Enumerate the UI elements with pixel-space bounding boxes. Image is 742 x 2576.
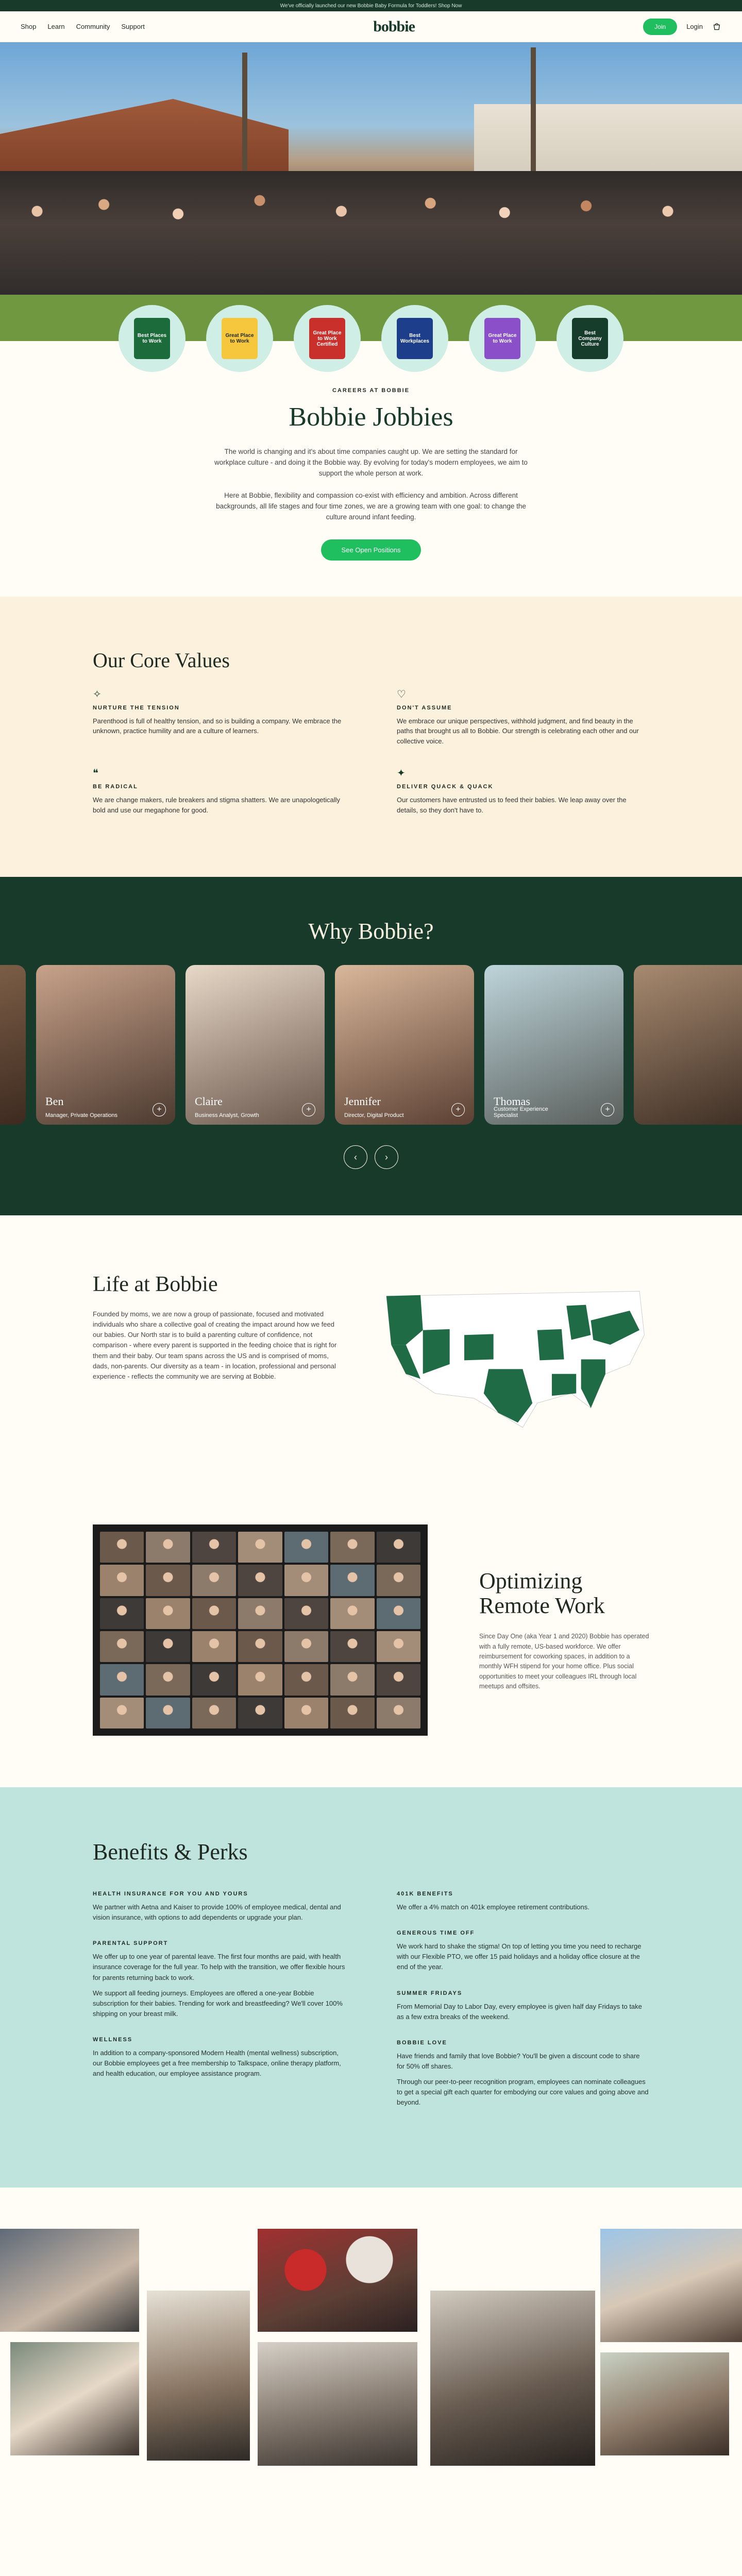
value-title: DON'T ASSUME — [397, 704, 452, 711]
video-tile — [330, 1631, 374, 1662]
plus-icon[interactable]: + — [153, 1103, 166, 1116]
video-tile — [377, 1598, 420, 1629]
video-tile — [192, 1698, 236, 1728]
video-tile — [330, 1664, 374, 1695]
card-role: Director, Digital Product — [344, 1112, 404, 1119]
benefit-title: SUMMER FRIDAYS — [397, 1990, 463, 1996]
benefits-right-column — [397, 1891, 649, 2126]
video-tile — [238, 1598, 282, 1629]
announcement-text[interactable]: We've officially launched our new Bobbie Baby Formula for Toddlers! Shop Now — [280, 3, 462, 9]
award-badge-label: Great Place to Work — [484, 318, 520, 359]
benefit-title: GENEROUS TIME OFF — [397, 1930, 475, 1937]
video-tile — [284, 1631, 328, 1662]
award-badge-label: Best Places to Work — [134, 318, 170, 359]
value-text: We are change makers, rule breakers and stigma shatters. We are unapologetically bold and use our megaphone for good. — [93, 796, 341, 814]
team-photo — [10, 2342, 139, 2455]
video-tile — [238, 1698, 282, 1728]
remote-title-line2: Remote Work — [479, 1592, 605, 1618]
plus-icon[interactable]: + — [451, 1103, 465, 1116]
benefit-title: HEALTH INSURANCE FOR YOU AND YOURS — [93, 1891, 248, 1897]
video-tile — [146, 1664, 190, 1695]
benefit-text: We work hard to shake the stigma! On top of letting you time you need to recharge with our Flexible PTO, we offer 15 paid holidays and a holiday office closure at the end of the year. — [397, 1942, 642, 1971]
value-text: Parenthood is full of healthy tension, and so is building a company. We embrace the unknown, practice humility and are a culture of learners. — [93, 717, 342, 735]
benefit-item — [93, 1940, 345, 2019]
award-badge-label: Great Place to Work Certified — [309, 318, 345, 359]
benefit-text: We partner with Aetna and Kaiser to provide 100% of employee medical, dental and vision insurance, with options to add dependents or upgrade your plan. — [93, 1903, 341, 1922]
video-tile — [192, 1598, 236, 1629]
award-badges — [0, 305, 742, 372]
value-icon: ✧ — [93, 688, 102, 700]
video-tile — [377, 1664, 420, 1695]
video-tile — [330, 1565, 374, 1596]
value-title: BE RADICAL — [93, 784, 138, 790]
remote-text-block — [479, 1569, 649, 1692]
video-tile — [192, 1631, 236, 1662]
benefits-title: Benefits & Perks — [93, 1839, 248, 1865]
plus-icon[interactable]: + — [601, 1103, 614, 1116]
video-tile — [100, 1698, 144, 1728]
award-badge-label: Best Company Culture — [572, 318, 608, 359]
team-photo — [0, 2229, 139, 2332]
see-open-positions-button[interactable]: See Open Positions — [321, 539, 421, 561]
benefit-text: We support all feeding journeys. Employees are offered a one-year Bobbie subscription for their babies. Trending for work and breastfeeding? We'll cover 100% shipping on your breast milk. — [93, 1989, 343, 2018]
value-title: NURTURE THE TENSION — [93, 704, 180, 711]
benefit-title: 401K BENEFITS — [397, 1891, 453, 1897]
value-text: We embrace our unique perspectives, withhold judgment, and find beauty in the paths that brought us all to Bobbie. Our strength is celebrating each other and our collective voice. — [397, 717, 639, 745]
benefit-text: We offer a 4% match on 401k employee retirement contributions. — [397, 1903, 589, 1911]
hero-photo — [0, 42, 742, 341]
video-tile — [377, 1698, 420, 1728]
benefit-item — [93, 2037, 345, 2079]
benefit-item — [397, 1990, 649, 2022]
values-grid — [93, 688, 649, 816]
benefit-item — [397, 1930, 649, 1972]
remote-paragraph: Since Day One (aka Year 1 and 2020) Bobbie has operated with a fully remote, US-based workforce. We offer reimbursement for coworking spaces, in addition to a monthly WFH stipend for your home office. Plus social opportunities to meet your colleagues IRL through local meetups and offsites. — [479, 1633, 649, 1690]
award-badge — [469, 305, 536, 372]
core-value — [397, 767, 649, 815]
video-tile — [377, 1565, 420, 1596]
announcement-bar[interactable] — [0, 0, 742, 11]
benefit-item — [93, 1891, 345, 1923]
video-tile — [284, 1698, 328, 1728]
benefit-title: BOBBIE LOVE — [397, 2039, 447, 2046]
remote-title — [479, 1569, 649, 1619]
team-member-card[interactable] — [36, 965, 175, 1125]
benefit-title: WELLNESS — [93, 2037, 133, 2043]
team-member-card[interactable] — [484, 965, 623, 1125]
why-bobbie — [0, 877, 742, 1215]
life-text-block — [93, 1272, 346, 1437]
cart-icon[interactable] — [712, 22, 721, 31]
card-name: Thomas — [494, 1095, 530, 1108]
video-tile — [146, 1598, 190, 1629]
video-tile — [284, 1664, 328, 1695]
video-tile — [100, 1664, 144, 1695]
video-tile — [238, 1532, 282, 1563]
top-nav — [0, 11, 742, 42]
hero-crowd — [0, 171, 742, 305]
value-text: Our customers have entrusted us to feed their babies. We leap away over the details, so they don't have to. — [397, 796, 627, 814]
us-map-graphic — [377, 1272, 649, 1437]
join-button[interactable]: Join — [643, 19, 677, 35]
core-value — [397, 688, 649, 747]
benefits-grid — [93, 1891, 649, 2126]
life-title: Life at Bobbie — [93, 1273, 218, 1297]
team-photo — [430, 2291, 595, 2466]
nav-link-shop[interactable]: Shop — [21, 23, 37, 30]
award-badge — [381, 305, 448, 372]
value-icon: ♡ — [397, 688, 406, 700]
video-tile — [146, 1631, 190, 1662]
award-badge-label: Best Workplaces — [397, 318, 433, 359]
team-member-card[interactable] — [634, 965, 742, 1125]
video-tile — [192, 1664, 236, 1695]
benefit-text: From Memorial Day to Labor Day, every employee is given half day Fridays to take as a few extra breaks of the weekend. — [397, 2002, 642, 2021]
video-tile — [100, 1532, 144, 1563]
value-title: DELIVER QUACK & QUACK — [397, 784, 494, 790]
careers-paragraph: Here at Bobbie, flexibility and compassion co-exist with efficiency and ambition. Across different backgrounds, all life stages and four time zones, we are a growing team with one goal: to change the culture around infant feeding. — [216, 491, 526, 521]
video-tile — [284, 1598, 328, 1629]
life-paragraph: Founded by moms, we are now a group of passionate, focused and motivated individuals who share a collective goal of creating the impact around how we feed our babies. Our North star is to build a parenting culture of confidence, not comparison - where every parent is supported in the feeding choice that is right for them and their baby. Our team spans across the US and is comprised of moms, dads, non-parents. Our diversity as a team - in location, professional and personal experience - reflects the community we are serving at Bobbie. — [93, 1310, 337, 1380]
video-tile — [238, 1565, 282, 1596]
benefits-left-column — [93, 1891, 345, 2126]
team-photo-collage — [0, 2188, 742, 2576]
value-icon: ✦ — [397, 768, 406, 779]
video-tile — [238, 1631, 282, 1662]
team-member-card[interactable] — [185, 965, 325, 1125]
plus-icon[interactable]: + — [302, 1103, 315, 1116]
card-role: Manager, Private Operations — [45, 1112, 118, 1119]
video-call-grid-photo — [93, 1524, 428, 1736]
core-value — [93, 767, 345, 815]
team-photo — [600, 2352, 729, 2455]
benefit-title: PARENTAL SUPPORT — [93, 1940, 168, 1947]
team-member-card[interactable] — [335, 965, 474, 1125]
why-title: Why Bobbie? — [308, 919, 434, 944]
benefit-text: Through our peer-to-peer recognition program, employees can nominate colleagues to get a special gift each quarter for embodying our core values and going above and beyond. — [397, 2078, 649, 2107]
card-name: Ben — [45, 1095, 64, 1108]
page-title: Bobbie Jobbies — [289, 402, 453, 432]
award-badge — [119, 305, 185, 372]
video-tile — [377, 1532, 420, 1563]
prev-arrow-icon[interactable]: ‹ — [344, 1145, 367, 1169]
team-photo — [258, 2229, 417, 2332]
video-tile — [192, 1532, 236, 1563]
video-tile — [100, 1565, 144, 1596]
video-tile — [330, 1532, 374, 1563]
nav-links — [21, 23, 145, 30]
benefit-text: Have friends and family that love Bobbie? You'll be given a discount code to share for 50% off shares. — [397, 2052, 640, 2071]
benefit-item — [397, 1891, 649, 1912]
login-link[interactable]: Login — [686, 23, 703, 30]
core-value — [93, 688, 345, 747]
award-badge — [206, 305, 273, 372]
careers-intro — [0, 372, 742, 597]
video-tile — [330, 1698, 374, 1728]
careers-eyebrow: CAREERS AT BOBBIE — [332, 387, 410, 394]
hero-palm — [531, 47, 536, 192]
video-tile — [284, 1532, 328, 1563]
video-tile — [146, 1698, 190, 1728]
video-tile — [192, 1565, 236, 1596]
video-tile — [330, 1598, 374, 1629]
card-name: Jennifer — [344, 1095, 381, 1108]
award-badge — [556, 305, 623, 372]
nav-link-support[interactable]: Support — [121, 23, 145, 30]
award-badge-label: Great Place to Work — [222, 318, 258, 359]
video-tile — [100, 1598, 144, 1629]
video-tile — [146, 1532, 190, 1563]
card-role: Customer Experience Specialist — [494, 1106, 548, 1119]
video-tile — [238, 1664, 282, 1695]
team-photo — [258, 2342, 417, 2466]
video-tile — [100, 1631, 144, 1662]
card-role: Business Analyst, Growth — [195, 1112, 259, 1119]
benefit-text: We offer up to one year of parental leave. The first four months are paid, with health insurance coverage for the full year. To help with the transition, we offer flexible hours for parents returning back to work. — [93, 1953, 345, 1981]
benefit-text: In addition to a company-sponsored Modern Health (mental wellness) subscription, our Bobbie employees get a free membership to Talkspace, online therapy platform, and health education, our employee assistance program. — [93, 2049, 341, 2078]
hero-palm — [242, 53, 247, 187]
video-tile — [146, 1565, 190, 1596]
testimonial-carousel — [0, 965, 742, 1125]
remote-work — [0, 1494, 742, 1787]
remote-title-line1: Optimizing — [479, 1568, 583, 1594]
careers-paragraph: The world is changing and it's about time companies caught up. We are setting the standard for workplace culture - and doing it the Bobbie way. By evolving for today's modern employees, we aim to support the whole person at work. — [214, 448, 528, 477]
next-arrow-icon[interactable]: › — [375, 1145, 398, 1169]
core-values — [0, 597, 742, 877]
video-tile — [377, 1631, 420, 1662]
team-photo — [600, 2229, 742, 2342]
value-icon: ❝ — [93, 768, 98, 779]
values-title: Our Core Values — [93, 648, 230, 672]
benefits-perks — [0, 1787, 742, 2188]
team-member-card[interactable] — [0, 965, 26, 1125]
carousel-controls — [0, 1145, 742, 1169]
award-badge — [294, 305, 361, 372]
nav-link-community[interactable]: Community — [76, 23, 110, 30]
team-photo — [147, 2291, 250, 2461]
logo[interactable]: bobbie — [373, 18, 415, 35]
nav-link-learn[interactable]: Learn — [47, 23, 65, 30]
video-tile — [284, 1565, 328, 1596]
card-name: Claire — [195, 1095, 223, 1108]
benefit-item — [397, 2040, 649, 2108]
nav-actions — [643, 19, 721, 35]
life-at-bobbie — [0, 1215, 742, 1494]
